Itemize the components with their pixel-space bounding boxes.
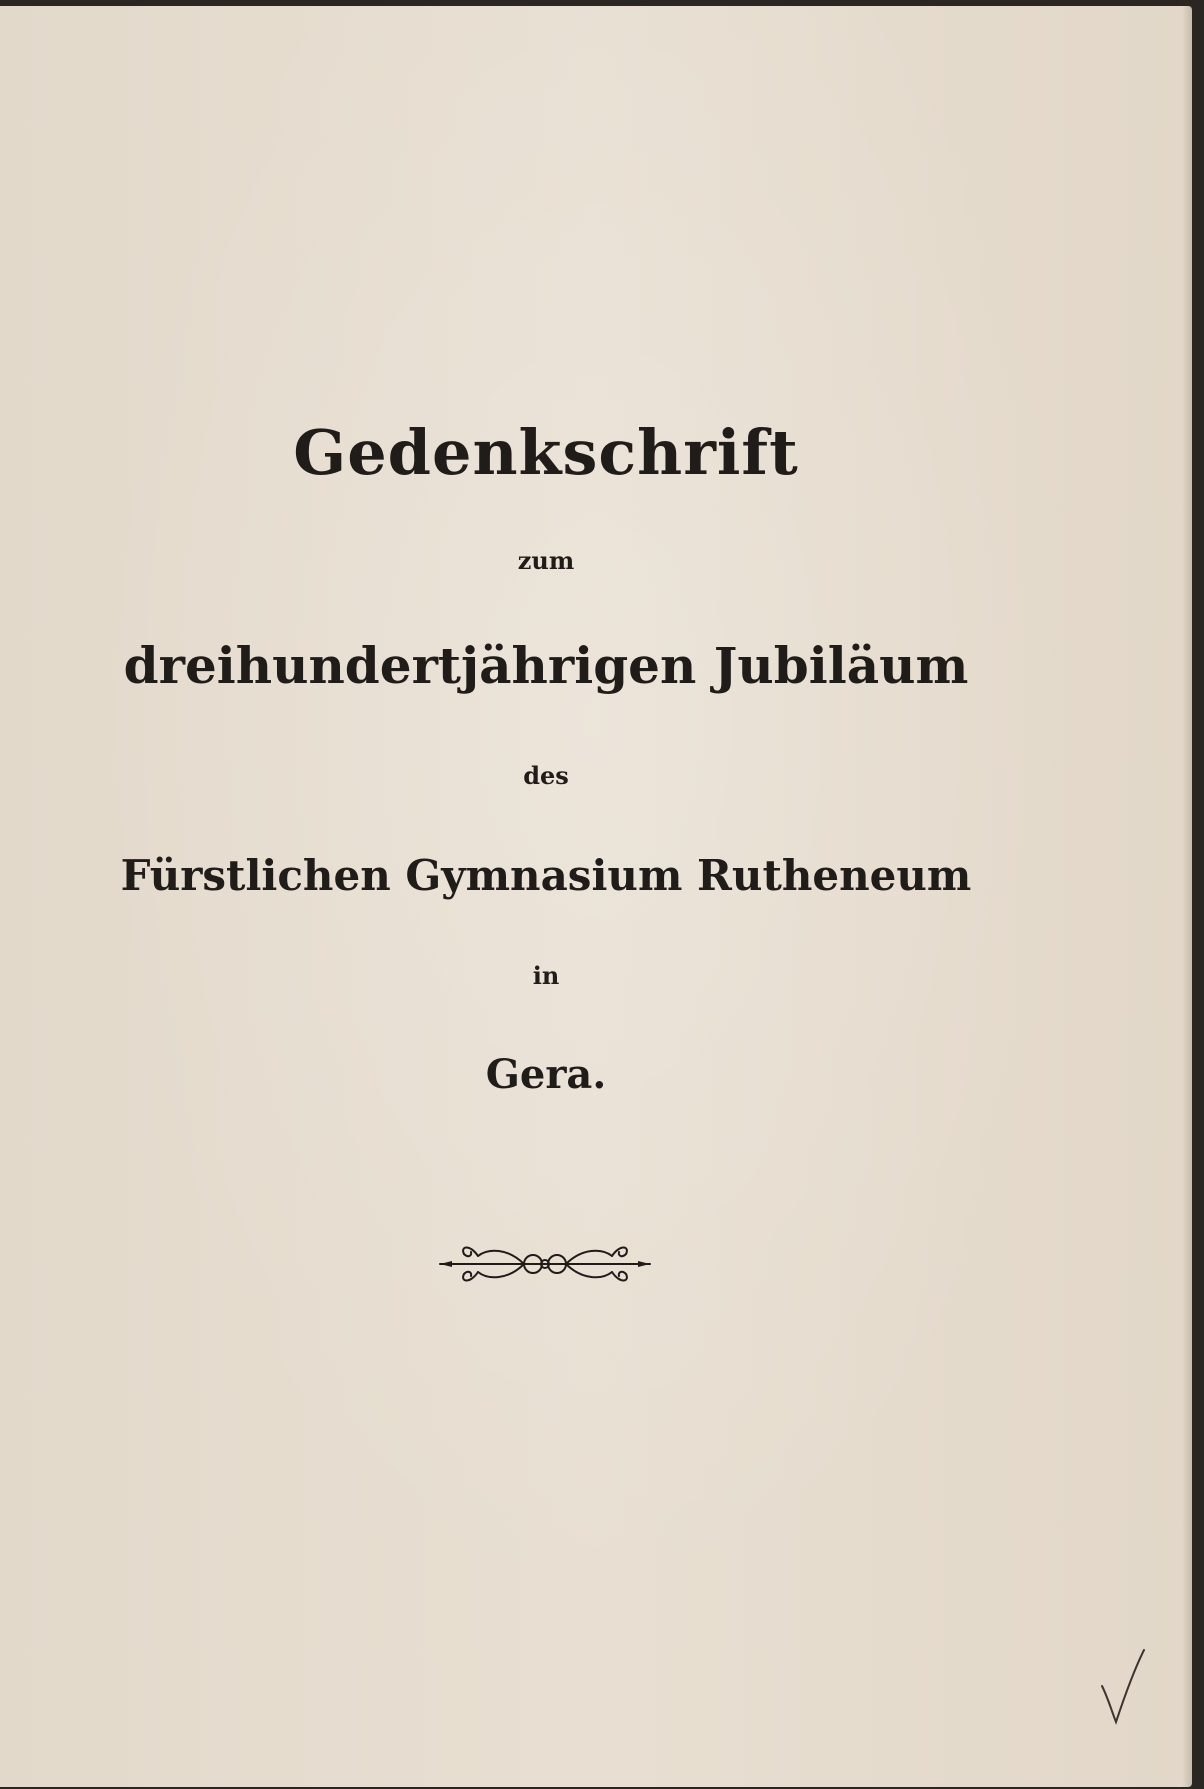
checkmark-icon (1098, 1646, 1148, 1726)
institution-name: Fürstlichen Gymnasium Rutheneum (120, 851, 972, 900)
scroll-ornament-icon (438, 1234, 652, 1294)
connector-zum: zum (517, 546, 575, 575)
document-title: Gedenkschrift (293, 416, 799, 489)
connector-des: des (523, 761, 569, 790)
title-page (0, 6, 1192, 1787)
paper-edge-shadow (1182, 6, 1192, 1787)
subtitle-jubilaeum: dreihundertjährigen Jubiläum (123, 636, 969, 695)
place-name: Gera. (485, 1051, 607, 1098)
connector-in: in (532, 961, 560, 990)
